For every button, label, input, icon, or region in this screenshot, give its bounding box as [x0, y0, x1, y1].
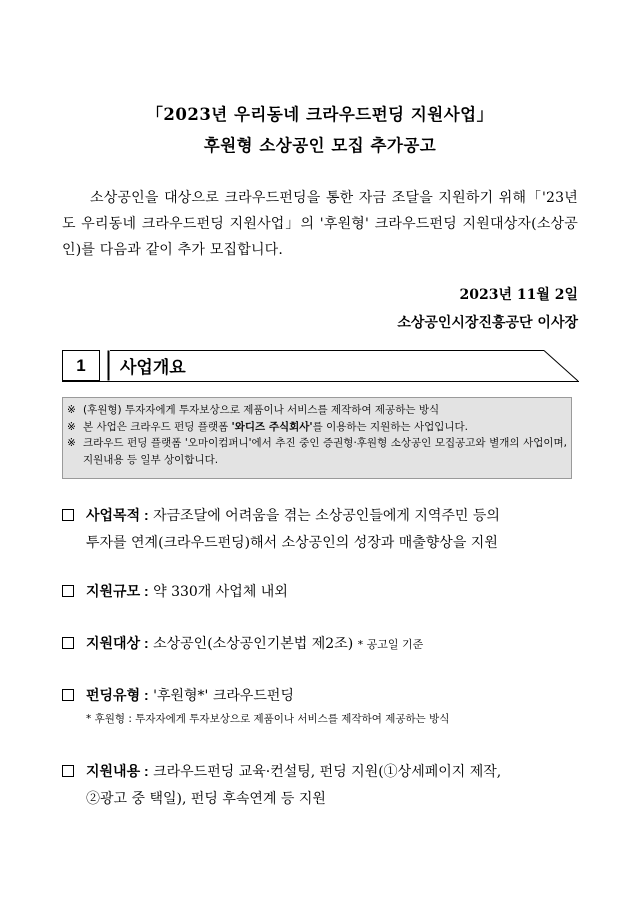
item-type — [62, 682, 580, 728]
notice-2-post: 를 이용하는 지원하는 사업입니다. — [312, 420, 468, 433]
target-text: 소상공인(소상공인기본법 제2조) — [148, 636, 358, 652]
content-text-2: ②광고 중 택일), 펀딩 후속연계 등 지원 — [86, 791, 326, 807]
section-header — [62, 350, 580, 384]
type-text: '후원형*' 크라우드펀딩 — [148, 688, 294, 704]
scale-label: 지원규모 : — [86, 583, 149, 599]
item-scale — [62, 578, 580, 606]
item-target — [62, 630, 580, 658]
target-note: * 공고일 기준 — [357, 638, 424, 651]
content-text: 크라우드펀딩 교육·컨설팅, 펀딩 지원(①상세페이지 제작, — [148, 764, 502, 780]
notice-2 — [67, 419, 567, 436]
notice-2-text — [83, 419, 567, 436]
intro-paragraph: 소상공인을 대상으로 크라우드펀딩을 통한 자금 조달을 지원하기 위해「'23년도 우리동네 크라우드펀딩 지원사업」의 '후원형' 크라우드펀딩 지원대상자(소상공인)를 다음과 같이 추가 모집합니다. — [62, 190, 578, 258]
section-number: 1 — [76, 355, 86, 375]
announcement-date: 2023년 11월 2일 — [459, 287, 578, 303]
reference-mark-icon: ※ — [67, 404, 76, 416]
notice-1 — [67, 402, 567, 419]
checkbox-icon — [62, 689, 74, 701]
type-label: 펀딩유형 : — [86, 687, 149, 703]
notice-3 — [67, 435, 567, 468]
issuer-signature: 소상공인시장진흥공단 이사장 — [397, 315, 578, 331]
notice-3-text: 크라우드 펀딩 플랫폼 '오마이컴퍼니'에서 추진 중인 증권형·후원형 소상공인 모집공고와 별개의 사업이며, 지원내용 등 일부 상이합니다. — [83, 437, 567, 466]
checkbox-icon — [62, 509, 74, 521]
notice-box — [62, 397, 572, 479]
target-label: 지원대상 : — [86, 635, 149, 651]
checkbox-icon — [62, 585, 74, 597]
title-line-2: 후원형 소상공인 모집 추가공고 — [203, 136, 437, 155]
notice-1-text: (후원형) 투자자에게 투자보상으로 제품이나 서비스를 제작하여 제공하는 방식 — [83, 404, 440, 416]
platform-name: '와디즈 주식회사' — [231, 420, 313, 433]
purpose-text-2: 투자를 연계(크라우드펀딩)해서 소상공인의 성장과 매출향상을 지원 — [86, 535, 498, 551]
content-label: 지원내용 : — [86, 763, 149, 779]
section-title: 사업개요 — [120, 358, 186, 377]
checkbox-icon — [62, 637, 74, 649]
item-purpose — [62, 502, 580, 557]
type-footnote: * 후원형 : 투자자에게 투자보상으로 제품이나 서비스를 제작하여 제공하는 방식 — [86, 713, 450, 725]
reference-mark-icon: ※ — [67, 420, 76, 433]
reference-mark-icon: ※ — [67, 437, 76, 449]
purpose-label: 사업목적 : — [86, 507, 149, 523]
item-content — [62, 758, 580, 813]
purpose-text: 자금조달에 어려움을 겪는 소상공인들에게 지역주민 등의 — [148, 508, 500, 524]
checkbox-icon — [62, 765, 74, 777]
scale-text: 약 330개 사업체 내외 — [148, 584, 288, 600]
title-line-1: 「2023년 우리동네 크라우드펀딩 지원사업」 — [146, 105, 494, 124]
notice-2-pre: 본 사업은 크라우드 펀딩 플랫폼 — [83, 420, 232, 433]
